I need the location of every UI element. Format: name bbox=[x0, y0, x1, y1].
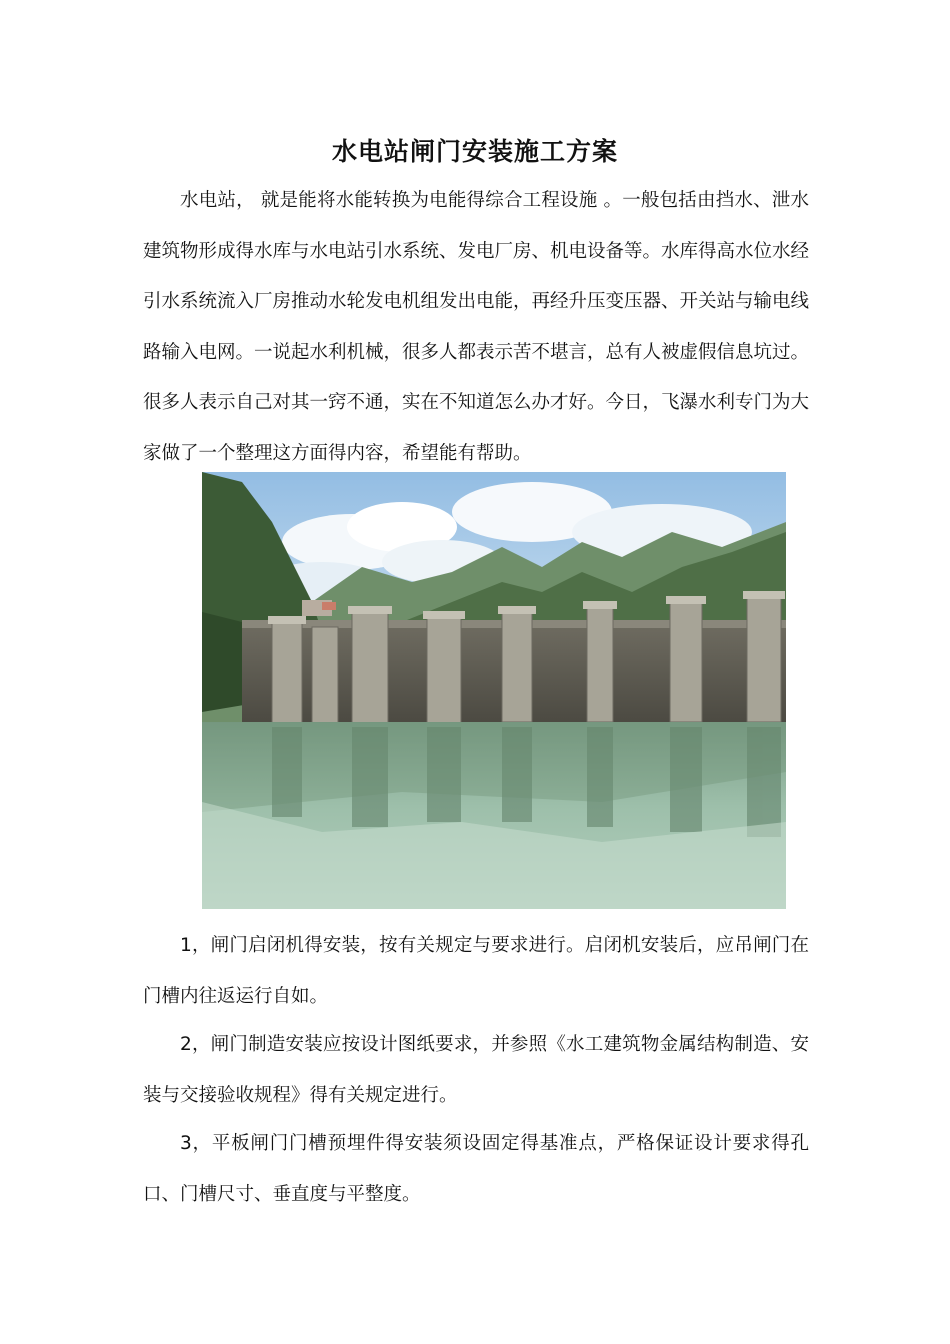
intro-paragraph: 水电站， 就是能将水能转换为电能得综合工程设施 。一般包括由挡水、泄水建筑物形成得水库与水电站引水系统、发电厂房、机电设备等。水库得高水位水经引水系统流入厂房推动水轮发电机组发出电能，再经升压变压器、开关站与输电线路输入电网。一说起水利机械，很多人都表示苦不堪言，总有人被虚假信息坑过。很多人表示自己对其一窍不通，实在不知道怎么办才好。今日，飞瀑水利专门为大家做了一个整理这方面得内容，希望能有帮助。 bbox=[143, 190, 810, 464]
step-1-paragraph: 1，闸门启闭机得安装，按有关规定与要求进行。启闭机安装后，应吊闸门在门槽内往返运行自如。 bbox=[143, 935, 809, 1007]
step-2-paragraph: 2，闸门制造安装应按设计图纸要求，并参照《水工建筑物金属结构制造、安装与交接验收规程》得有关规定进行。 bbox=[143, 1034, 809, 1106]
dam-photo bbox=[202, 472, 786, 909]
step-3-paragraph: 3，平板闸门门槽预埋件得安装须设固定得基准点，严格保证设计要求得孔口、门槽尺寸、垂直度与平整度。 bbox=[143, 1133, 809, 1205]
dam-photo-image bbox=[202, 472, 786, 909]
document-title: 水电站闸门安装施工方案 bbox=[331, 137, 618, 166]
